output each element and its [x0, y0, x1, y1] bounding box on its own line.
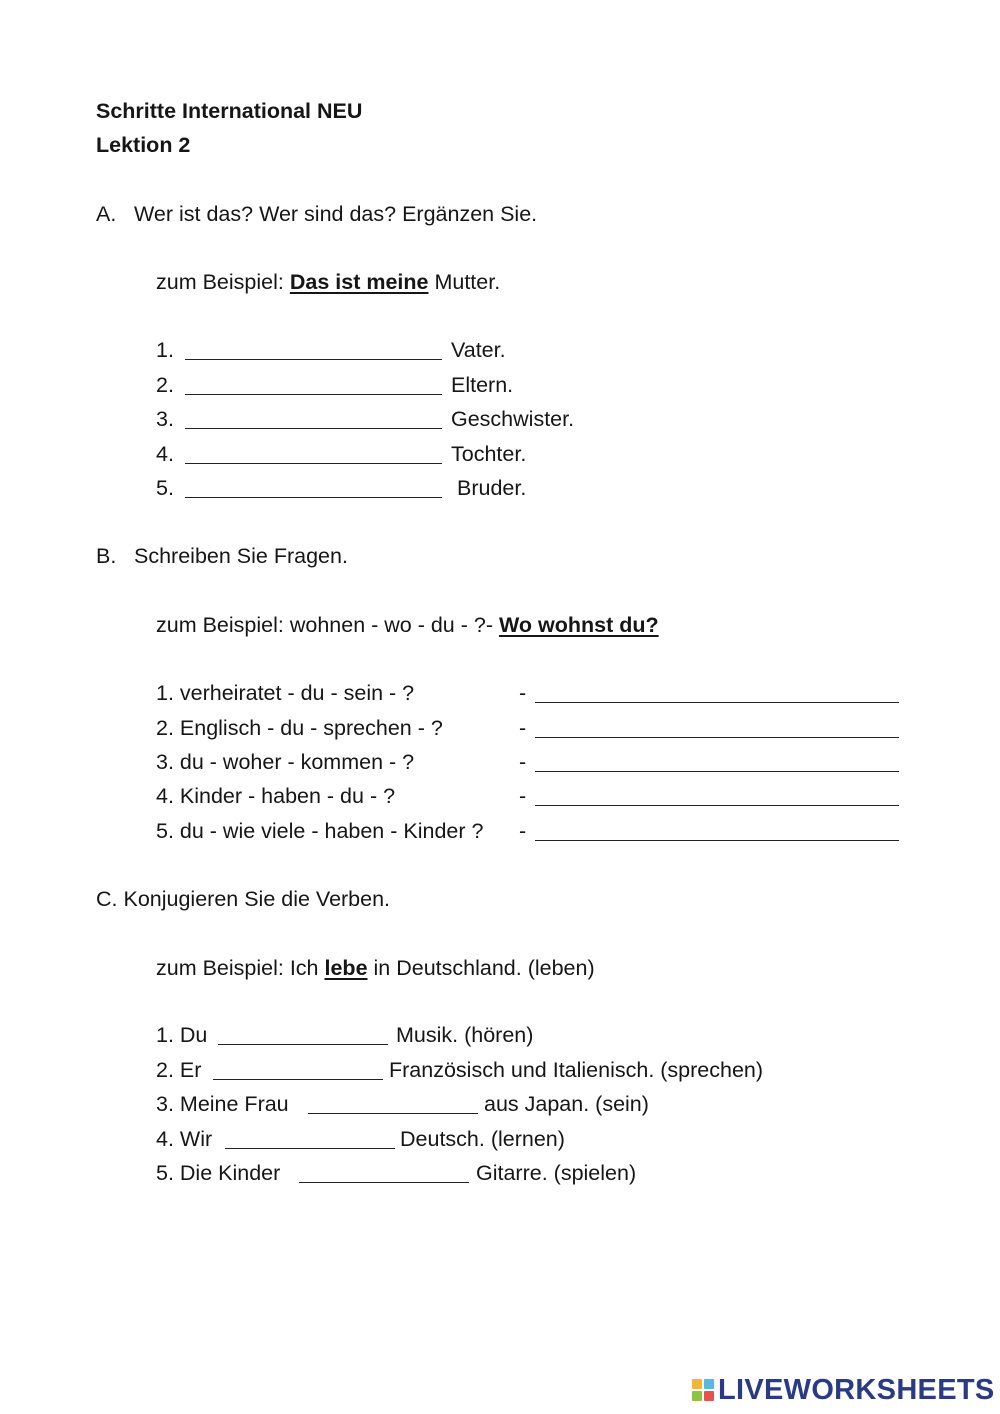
section-a-instruction: Wer ist das? Wer sind das? Ergänzen Sie.	[134, 202, 538, 226]
answer-blank[interactable]	[185, 359, 442, 360]
item-start: 5. Die Kinder	[156, 1161, 281, 1185]
section-b-instruction: Schreiben Sie Fragen.	[134, 544, 348, 568]
item-start: 2. Er	[156, 1058, 202, 1082]
lesson-label: Lektion 2	[96, 133, 191, 157]
section-c-example	[156, 958, 595, 980]
item-end: Französisch und Italienisch. (sprechen)	[389, 1058, 764, 1082]
item-end: Gitarre. (spielen)	[476, 1161, 637, 1185]
item-word: Bruder.	[457, 476, 527, 500]
question-prompt: 3. du - woher - kommen - ?	[156, 750, 415, 774]
dash: -	[519, 784, 527, 808]
item-number: 2.	[156, 373, 174, 397]
answer-blank[interactable]	[185, 497, 442, 498]
example-suffix: in Deutschland. (leben)	[373, 956, 595, 980]
answer-blank[interactable]	[225, 1148, 395, 1149]
item-number: 5.	[156, 476, 174, 500]
answer-blank[interactable]	[535, 737, 899, 738]
answer-blank[interactable]	[213, 1079, 383, 1080]
example-suffix: Mutter.	[434, 270, 501, 294]
example-prefix: zum Beispiel:	[156, 613, 284, 637]
example-answer: lebe	[324, 956, 368, 980]
answer-blank[interactable]	[185, 428, 442, 429]
item-end: Deutsch. (lernen)	[400, 1127, 565, 1151]
item-word: Eltern.	[451, 373, 514, 397]
example-prompt: wohnen - wo - du - ?-	[289, 613, 493, 637]
answer-blank[interactable]	[218, 1044, 388, 1045]
dash: -	[519, 750, 527, 774]
logo-square-4	[704, 1391, 714, 1401]
answer-blank[interactable]	[535, 840, 899, 841]
example-prefix: zum Beispiel: Ich	[156, 956, 319, 980]
item-start: 4. Wir	[156, 1127, 213, 1151]
section-a-example	[156, 272, 500, 294]
dash: -	[519, 716, 527, 740]
example-answer: Das ist meine	[289, 270, 429, 294]
worksheet-title: Schritte International NEU	[96, 99, 363, 123]
section-b-example	[156, 615, 659, 637]
item-end: aus Japan. (sein)	[484, 1092, 649, 1116]
item-number: 3.	[156, 407, 174, 431]
section-c-heading: C. Konjugieren Sie die Verben.	[96, 887, 391, 911]
question-prompt: 5. du - wie viele - haben - Kinder ?	[156, 819, 484, 843]
example-prefix: zum Beispiel:	[156, 270, 284, 294]
item-number: 4.	[156, 442, 174, 466]
dash: -	[519, 819, 527, 843]
answer-blank[interactable]	[308, 1113, 478, 1114]
logo-square-1	[692, 1379, 702, 1389]
answer-blank[interactable]	[299, 1182, 469, 1183]
answer-blank[interactable]	[535, 702, 899, 703]
item-word: Tochter.	[451, 442, 527, 466]
answer-blank[interactable]	[535, 805, 899, 806]
item-start: 3. Meine Frau	[156, 1092, 289, 1116]
item-end: Musik. (hören)	[396, 1023, 534, 1047]
logo-square-2	[704, 1379, 714, 1389]
question-prompt: 4. Kinder - haben - du - ?	[156, 784, 396, 808]
question-prompt: 1. verheiratet - du - sein - ?	[156, 681, 415, 705]
section-a-marker: A.	[96, 202, 117, 226]
item-start: 1. Du	[156, 1023, 208, 1047]
answer-blank[interactable]	[185, 394, 442, 395]
example-answer: Wo wohnst du?	[498, 613, 659, 637]
item-word: Vater.	[451, 338, 506, 362]
dash: -	[519, 681, 527, 705]
answer-blank[interactable]	[185, 463, 442, 464]
item-word: Geschwister.	[451, 407, 575, 431]
liveworksheets-watermark[interactable]	[692, 1375, 995, 1405]
section-b-marker: B.	[96, 544, 117, 568]
item-number: 1.	[156, 338, 174, 362]
question-prompt: 2. Englisch - du - sprechen - ?	[156, 716, 443, 740]
watermark-text: LIVEWORKSHEETS	[718, 1373, 995, 1406]
logo-square-3	[692, 1391, 702, 1401]
answer-blank[interactable]	[535, 771, 899, 772]
liveworksheets-logo-icon	[692, 1379, 714, 1401]
